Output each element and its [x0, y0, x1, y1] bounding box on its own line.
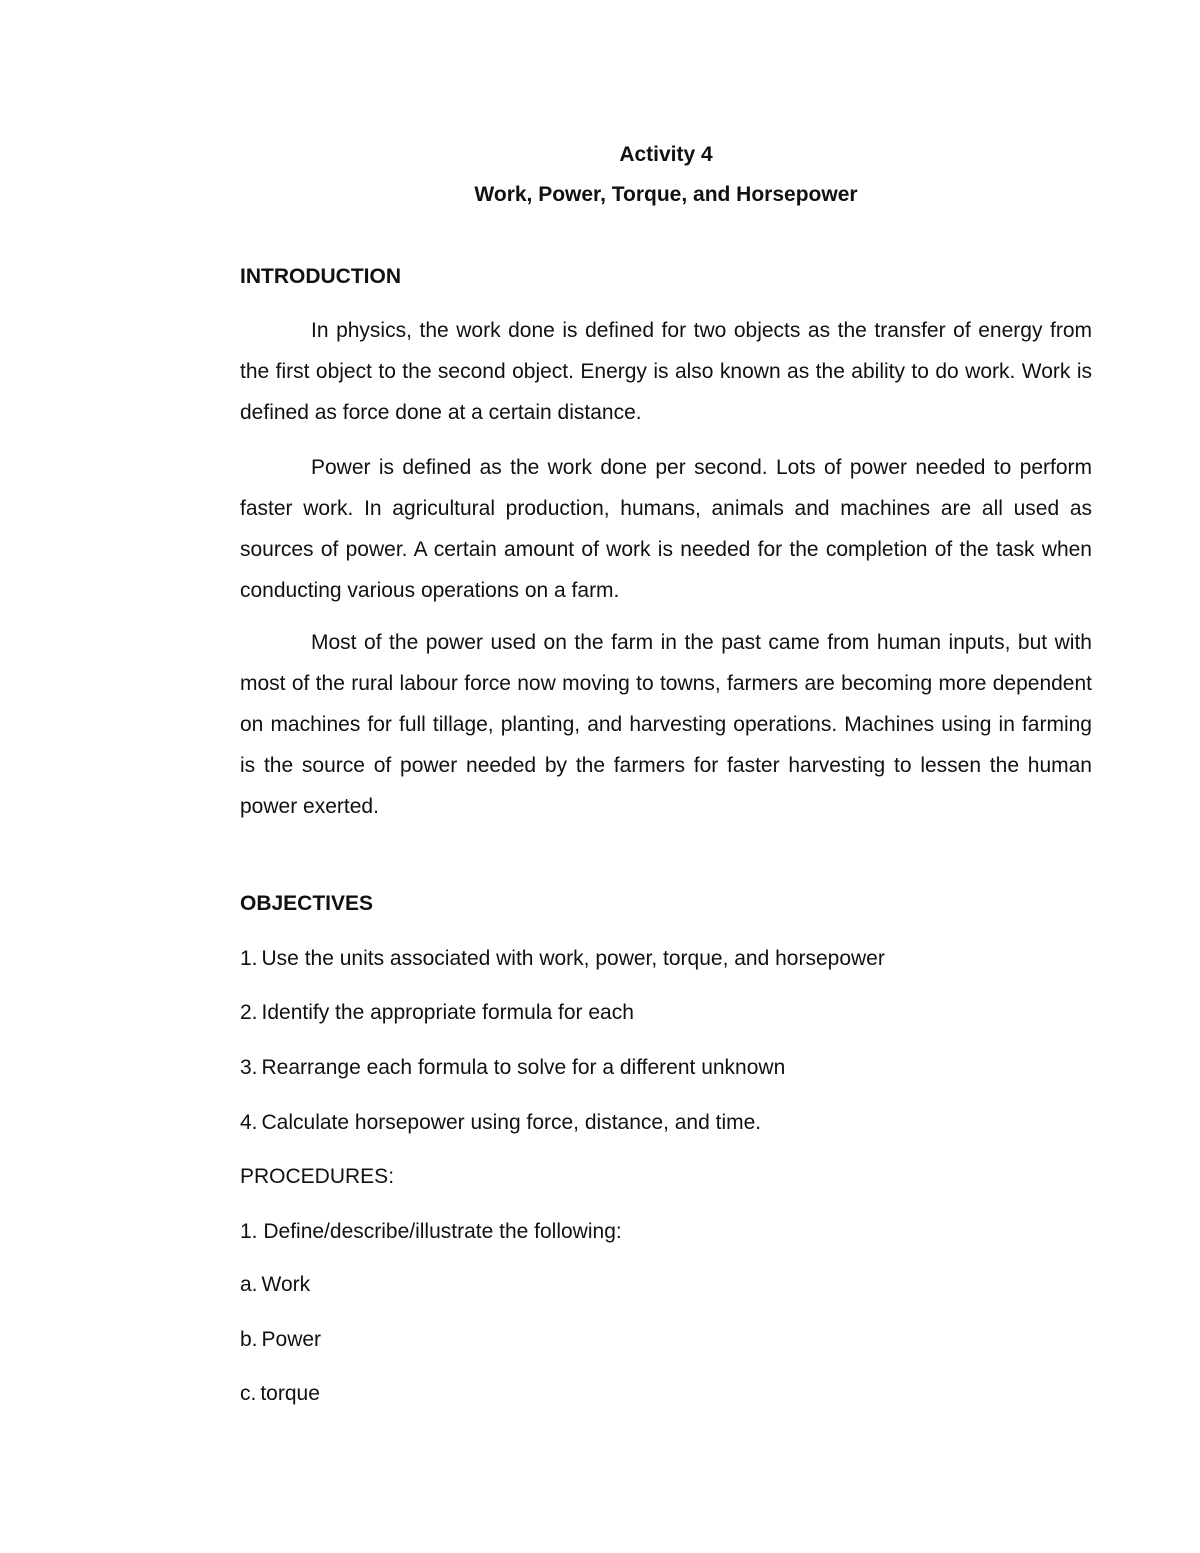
- subitem-letter: b.: [240, 1328, 258, 1351]
- subitem-letter: a.: [240, 1273, 258, 1296]
- introduction-paragraph-1: In physics, the work done is defined for two objects as the transfer of energy from the first object to the second object. Energy is also known as the ability to do work. Work is defined as force done at a certain distance.: [240, 319, 1092, 424]
- objective-number: 2.: [240, 1001, 258, 1024]
- procedure-step-1: 1. Define/describe/illustrate the following:: [240, 1220, 622, 1243]
- subitem-letter: c.: [240, 1382, 257, 1405]
- procedures-heading: PROCEDURES:: [240, 1165, 395, 1188]
- objective-item: [240, 1111, 761, 1135]
- objective-text: Use the units associated with work, power, torque, and horsepower: [261, 947, 885, 970]
- subitem-text: Work: [261, 1273, 311, 1296]
- objective-text: Identify the appropriate formula for each: [261, 1001, 634, 1024]
- objective-item: [240, 947, 885, 971]
- introduction-paragraph-3: Most of the power used on the farm in the past came from human inputs, but with most of the rural labour force now moving to towns, farmers are becoming more dependent on machines for full tillage, planting, and harvesting operations. Machines using in farming is the source of power needed by the farmers for faster harvesting to lessen the human power exerted.: [240, 631, 1092, 818]
- objective-text: Rearrange each formula to solve for a different unknown: [261, 1056, 786, 1079]
- subitem-text: Power: [261, 1328, 322, 1351]
- document-subtitle: Work, Power, Torque, and Horsepower: [474, 183, 858, 206]
- procedure-subitem: [240, 1328, 321, 1352]
- procedure-subitem: [240, 1273, 310, 1297]
- objective-number: 3.: [240, 1056, 258, 1079]
- objective-item: [240, 1001, 634, 1025]
- document-title: Activity 4: [619, 143, 713, 166]
- introduction-paragraph-2: Power is defined as the work done per second. Lots of power needed to perform faster work. In agricultural production, humans, animals and machines are all used as sources of power. A certain amount of work is needed for the completion of the task when conducting various operations on a farm.: [240, 456, 1092, 602]
- introduction-heading: INTRODUCTION: [240, 265, 401, 288]
- subitem-text: torque: [260, 1382, 320, 1405]
- objectives-heading: OBJECTIVES: [240, 892, 374, 915]
- objective-item: [240, 1056, 785, 1080]
- objective-text: Calculate horsepower using force, distance, and time.: [261, 1111, 762, 1134]
- objective-number: 1.: [240, 947, 258, 970]
- objective-number: 4.: [240, 1111, 258, 1134]
- procedure-subitem: [240, 1382, 320, 1406]
